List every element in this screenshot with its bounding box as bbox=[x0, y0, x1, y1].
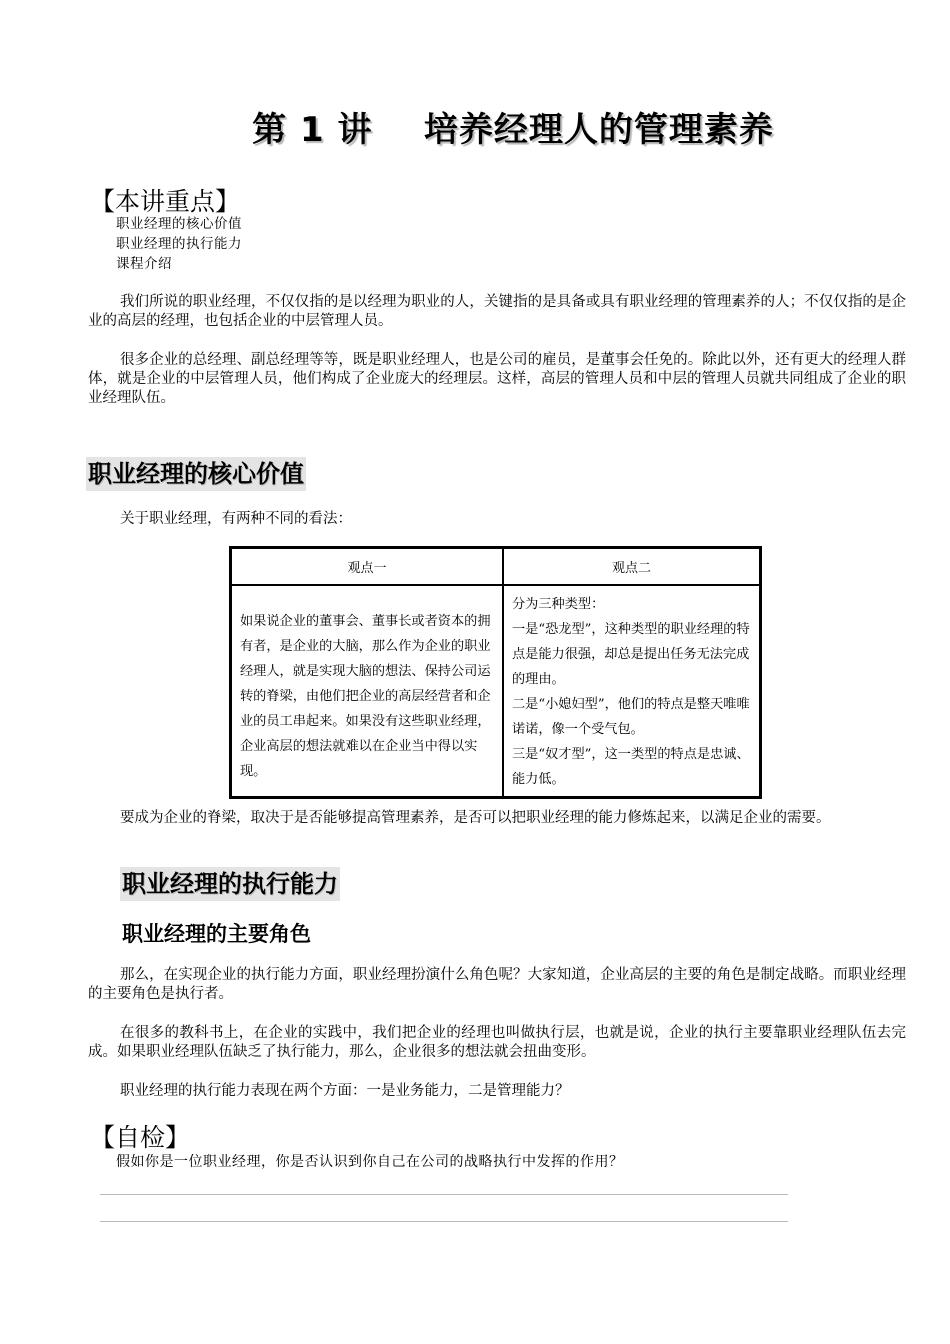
self-check-question: 假如你是一位职业经理，你是否认识到你自己在公司的战略执行中发挥的作用？ bbox=[116, 1154, 624, 1170]
section-heading-execution: 职业经理的执行能力 bbox=[120, 867, 340, 901]
answer-line[interactable] bbox=[100, 1194, 788, 1195]
focus-item: 课程介绍 bbox=[116, 256, 172, 272]
intro-paragraph: 我们所说的职业经理，不仅仅指的是以经理为职业的人，关键指的是具备或具有职业经理的管理素养的人；不仅仅指的是企业的高层的经理，也包括企业的中层管理人员。 bbox=[88, 294, 906, 329]
subsection-heading: 职业经理的主要角色 bbox=[122, 922, 311, 946]
section-conclusion: 要成为企业的脊梁，取决于是否能够提高管理素养，是否可以把职业经理的能力修炼起来，以满足企业的需要。 bbox=[120, 810, 831, 826]
answer-line[interactable] bbox=[100, 1221, 788, 1222]
focus-item: 职业经理的执行能力 bbox=[116, 236, 242, 252]
body-paragraph: 职业经理的执行能力表现在两个方面：一是业务能力，二是管理能力？ bbox=[120, 1083, 570, 1099]
body-paragraph: 在很多的教科书上，在企业的实践中，我们把企业的经理也叫做执行层，也就是说，企业的执行主要靠职业经理队伍去完成。如果职业经理队伍缺乏了执行能力，那么，企业很多的想法就会扭曲变形。 bbox=[88, 1025, 906, 1060]
column-header: 观点一 bbox=[231, 548, 504, 586]
section-lead: 关于职业经理，有两种不同的看法： bbox=[120, 511, 352, 527]
focus-heading: 【本讲重点】 bbox=[90, 187, 241, 216]
table-row bbox=[231, 585, 761, 798]
view-two-cell: 分为三种类型： 一是“恐龙型”，这种类型的职业经理的特点是能力很强，却总是提出任务无法完成的理由。 二是“小媳妇型”，他们的特点是整天唯唯诺诺，像一个受气包。 三是“奴才型”，这一类型的特点是忠诚、能力低。 bbox=[503, 585, 761, 798]
lecture-title: 第 1 讲 培养经理人的管理素养 bbox=[252, 110, 774, 150]
section-heading-core-value: 职业经理的核心价值 bbox=[86, 457, 306, 491]
table-header-row bbox=[231, 548, 761, 586]
view-one-cell: 如果说企业的董事会、董事长或者资本的拥有者，是企业的大脑，那么作为企业的职业经理人，就是实现大脑的想法、保持公司运转的脊梁，由他们把企业的高层经营者和企业的员工串起来。如果没有这些职业经理，企业高层的想法就难以在企业当中得以实现。 bbox=[231, 585, 504, 798]
column-header: 观点二 bbox=[503, 548, 761, 586]
intro-paragraph: 很多企业的总经理、副总经理等等，既是职业经理人，也是公司的雇员，是董事会任免的。除此以外，还有更大的经理人群体，就是企业的中层管理人员，他们构成了企业庞大的经理层。这样，高层的管理人员和中层的管理人员就共同组成了企业的职业经理队伍。 bbox=[88, 352, 906, 406]
self-check-heading: 【自检】 bbox=[90, 1123, 191, 1152]
focus-list bbox=[116, 214, 242, 274]
views-table bbox=[229, 546, 762, 799]
body-paragraph: 那么，在实现企业的执行能力方面，职业经理扮演什么角色呢？大家知道，企业高层的主要的角色是制定战略。而职业经理的主要角色是执行者。 bbox=[88, 967, 906, 1002]
focus-item: 职业经理的核心价值 bbox=[116, 216, 242, 232]
